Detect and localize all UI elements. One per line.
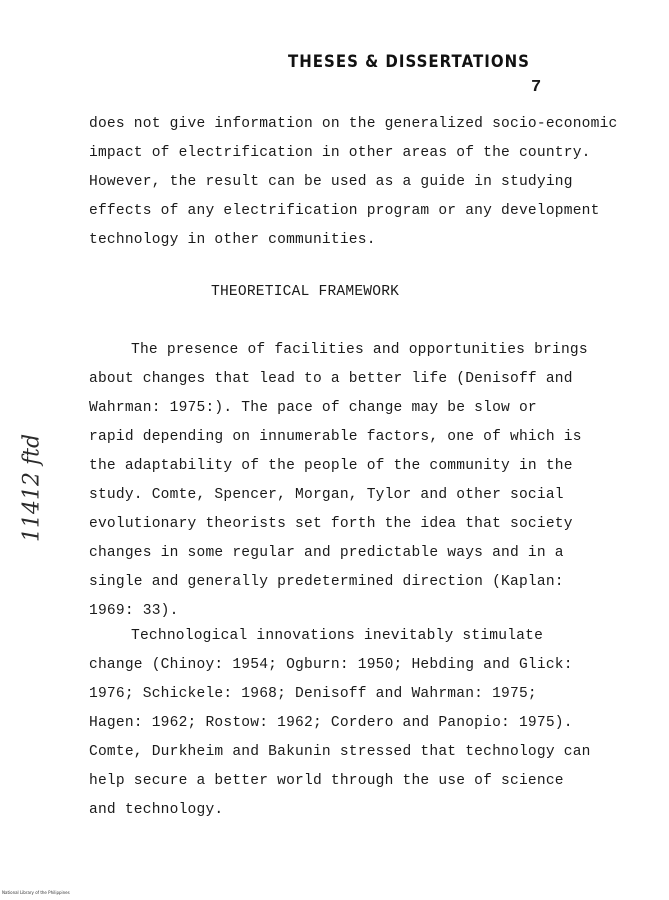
paragraph-1 bbox=[89, 110, 649, 255]
text-line: Comte, Durkheim and Bakunin stressed that technology can bbox=[89, 744, 591, 760]
text-line: Technological innovations inevitably stimulate bbox=[131, 628, 544, 644]
text-line: The presence of facilities and opportunities brings bbox=[131, 342, 588, 358]
footer-note: National Library of the Philippines bbox=[2, 890, 70, 895]
text-line: about changes that lead to a better life (Denisoff and bbox=[89, 371, 573, 387]
text-line: effects of any electrification program or any development bbox=[89, 203, 600, 219]
text-line: evolutionary theorists set forth the idea that society bbox=[89, 516, 573, 532]
text-line: 1969: 33). bbox=[89, 603, 179, 619]
annotation-text: 11412 ftd bbox=[19, 433, 45, 543]
text-line: study. Comte, Spencer, Morgan, Tylor and other social bbox=[89, 487, 564, 503]
section-heading: THEORETICAL FRAMEWORK bbox=[211, 284, 400, 300]
text-line: 1976; Schickele: 1968; Denisoff and Wahrman: 1975; bbox=[89, 686, 537, 702]
text-line: the adaptability of the people of the community in the bbox=[89, 458, 573, 474]
text-line: impact of electrification in other areas of the country. bbox=[89, 145, 591, 161]
theses-dissertations-stamp: THESES & DISSERTATIONS bbox=[288, 50, 530, 72]
text-line: technology in other communities. bbox=[89, 232, 376, 248]
paragraph-3 bbox=[89, 622, 649, 825]
text-line: does not give information on the generalized socio-economic bbox=[89, 116, 618, 132]
text-line: single and generally predetermined direction (Kaplan: bbox=[89, 574, 564, 590]
text-line: rapid depending on innumerable factors, one of which is bbox=[89, 429, 582, 445]
text-line: change (Chinoy: 1954; Ogburn: 1950; Hebding and Glick: bbox=[89, 657, 573, 673]
text-line: Hagen: 1962; Rostow: 1962; Cordero and Panopio: 1975). bbox=[89, 715, 573, 731]
text-line: However, the result can be used as a guide in studying bbox=[89, 174, 573, 190]
page-number: 7 bbox=[531, 78, 542, 97]
paragraph-2 bbox=[89, 336, 649, 626]
text-line: and technology. bbox=[89, 802, 224, 818]
text-line: help secure a better world through the use of science bbox=[89, 773, 564, 789]
text-line: Wahrman: 1975:). The pace of change may be slow or bbox=[89, 400, 537, 416]
handwritten-margin-annotation bbox=[2, 428, 62, 548]
text-line: changes in some regular and predictable ways and in a bbox=[89, 545, 564, 561]
